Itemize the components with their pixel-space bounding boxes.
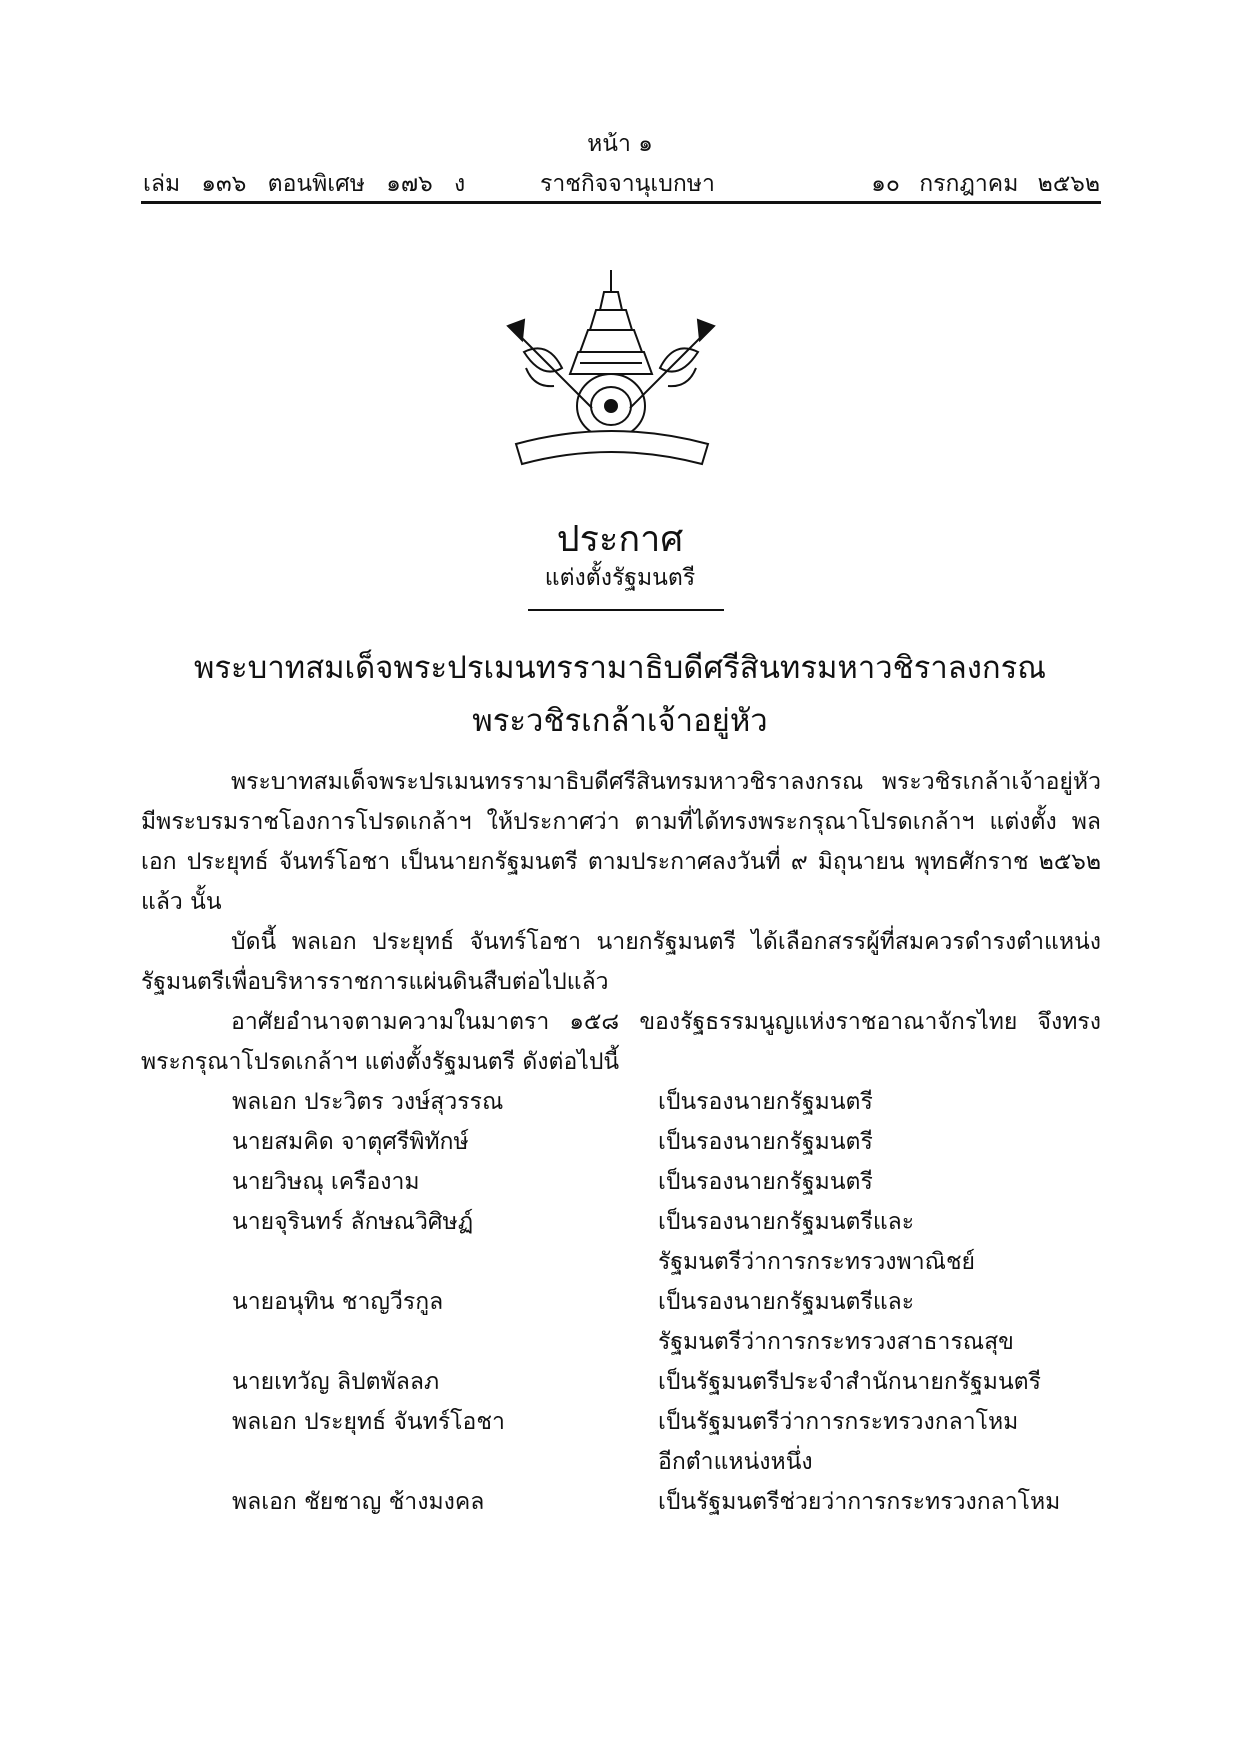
title-divider xyxy=(528,609,724,611)
appointment-row xyxy=(0,1402,1240,1442)
appointment-row xyxy=(0,1122,1240,1162)
header-divider xyxy=(141,201,1101,204)
appointee-position-continued: อีกตำแหน่งหนึ่ง xyxy=(658,1449,813,1475)
appointee-name: พลเอก ชัยชาญ ช้างมงคล xyxy=(232,1489,485,1515)
appointee-name: พลเอก ประวิตร วงษ์สุวรรณ xyxy=(232,1089,504,1115)
appointee-position: เป็นรองนายกรัฐมนตรี xyxy=(658,1129,873,1155)
appointment-row-continued xyxy=(0,1242,1240,1282)
appointment-row-continued xyxy=(0,1442,1240,1482)
gazette-date: ๑๐ กรกฎาคม ๒๕๖๒ xyxy=(871,171,1100,197)
appointment-row xyxy=(0,1162,1240,1202)
appointment-row xyxy=(0,1202,1240,1242)
announcement-title: ประกาศ xyxy=(556,519,684,560)
appointee-position: เป็นรองนายกรัฐมนตรีและ xyxy=(658,1289,915,1315)
appointment-row xyxy=(0,1482,1240,1522)
appointee-position: เป็นรองนายกรัฐมนตรี xyxy=(658,1089,873,1115)
appointment-row-continued xyxy=(0,1322,1240,1362)
appointment-list xyxy=(0,1082,1240,1522)
body-paragraph-1: พระบาทสมเด็จพระปรเมนทรรามาธิบดีศรีสินทรมหาวชิราลงกรณ พระวชิรเกล้าเจ้าอยู่หัว มีพระบรมราชโองการโปรดเกล้าฯ ให้ประกาศว่า ตามที่ได้ทรงพระกรุณาโปรดเกล้าฯ แต่งตั้ง พลเอก ประยุทธ์ จันทร์โอชา เป็นนายกรัฐมนตรี ตามประกาศลงวันที่ ๙ มิถุนายน พุทธศักราช ๒๕๖๒ แล้ว นั้น xyxy=(141,769,1101,915)
body-paragraph-3: อาศัยอำนาจตามความในมาตรา ๑๕๘ ของรัฐธรรมนูญแห่งราชอาณาจักรไทย จึงทรงพระกรุณาโปรดเกล้าฯ แต่งตั้งรัฐมนตรี ดังต่อไปนี้ xyxy=(141,1009,1101,1075)
appointee-name-blank xyxy=(0,1322,658,1362)
appointee-position: เป็นรองนายกรัฐมนตรีและ xyxy=(658,1209,915,1235)
appointee-name: นายอนุทิน ชาญวีรกูล xyxy=(232,1289,444,1315)
appointee-name: นายจุรินทร์ ลักษณวิศิษฏ์ xyxy=(232,1209,474,1235)
appointee-position-continued: รัฐมนตรีว่าการกระทรวงสาธารณสุข xyxy=(658,1329,1014,1355)
body-paragraph-2: บัดนี้ พลเอก ประยุทธ์ จันทร์โอชา นายกรัฐมนตรี ได้เลือกสรรผู้ที่สมควรดำรงตำแหน่งรัฐมนตรีเพื่อบริหารราชการแผ่นดินสืบต่อไปแล้ว xyxy=(141,929,1101,995)
appointee-name: นายเทวัญ ลิปตพัลลภ xyxy=(232,1369,440,1395)
announcement-subtitle: แต่งตั้งรัฐมนตรี xyxy=(544,565,696,591)
appointee-position: เป็นรัฐมนตรีว่าการกระทรวงกลาโหม xyxy=(658,1409,1019,1435)
page-number: หน้า ๑ xyxy=(587,131,653,157)
appointment-row xyxy=(0,1362,1240,1402)
appointee-position: เป็นรองนายกรัฐมนตรี xyxy=(658,1169,873,1195)
appointee-name: นายสมคิด จาตุศรีพิทักษ์ xyxy=(232,1129,469,1155)
gazette-publication-name: ราชกิจจานุเบกษา xyxy=(540,171,715,197)
appointee-name-blank xyxy=(0,1442,658,1482)
appointee-name-blank xyxy=(0,1242,658,1282)
gazette-volume-issue: เล่ม ๑๓๖ ตอนพิเศษ ๑๗๖ ง xyxy=(143,171,466,197)
appointee-name: นายวิษณุ เครืองาม xyxy=(232,1169,420,1195)
appointee-position-continued: รัฐมนตรีว่าการกระทรวงพาณิชย์ xyxy=(658,1249,976,1275)
king-name-line-2: พระวชิรเกล้าเจ้าอยู่หัว xyxy=(472,703,768,739)
appointee-position: เป็นรัฐมนตรีประจำสำนักนายกรัฐมนตรี xyxy=(658,1369,1041,1395)
appointment-row xyxy=(0,1082,1240,1122)
appointment-row xyxy=(0,1282,1240,1322)
appointee-position: เป็นรัฐมนตรีช่วยว่าการกระทรวงกลาโหม xyxy=(658,1489,1061,1515)
royal-emblem-icon xyxy=(496,268,726,470)
king-name-line-1: พระบาทสมเด็จพระปรเมนทรรามาธิบดีศรีสินทรมหาวชิราลงกรณ xyxy=(193,650,1047,686)
appointee-name: พลเอก ประยุทธ์ จันทร์โอชา xyxy=(232,1409,505,1435)
